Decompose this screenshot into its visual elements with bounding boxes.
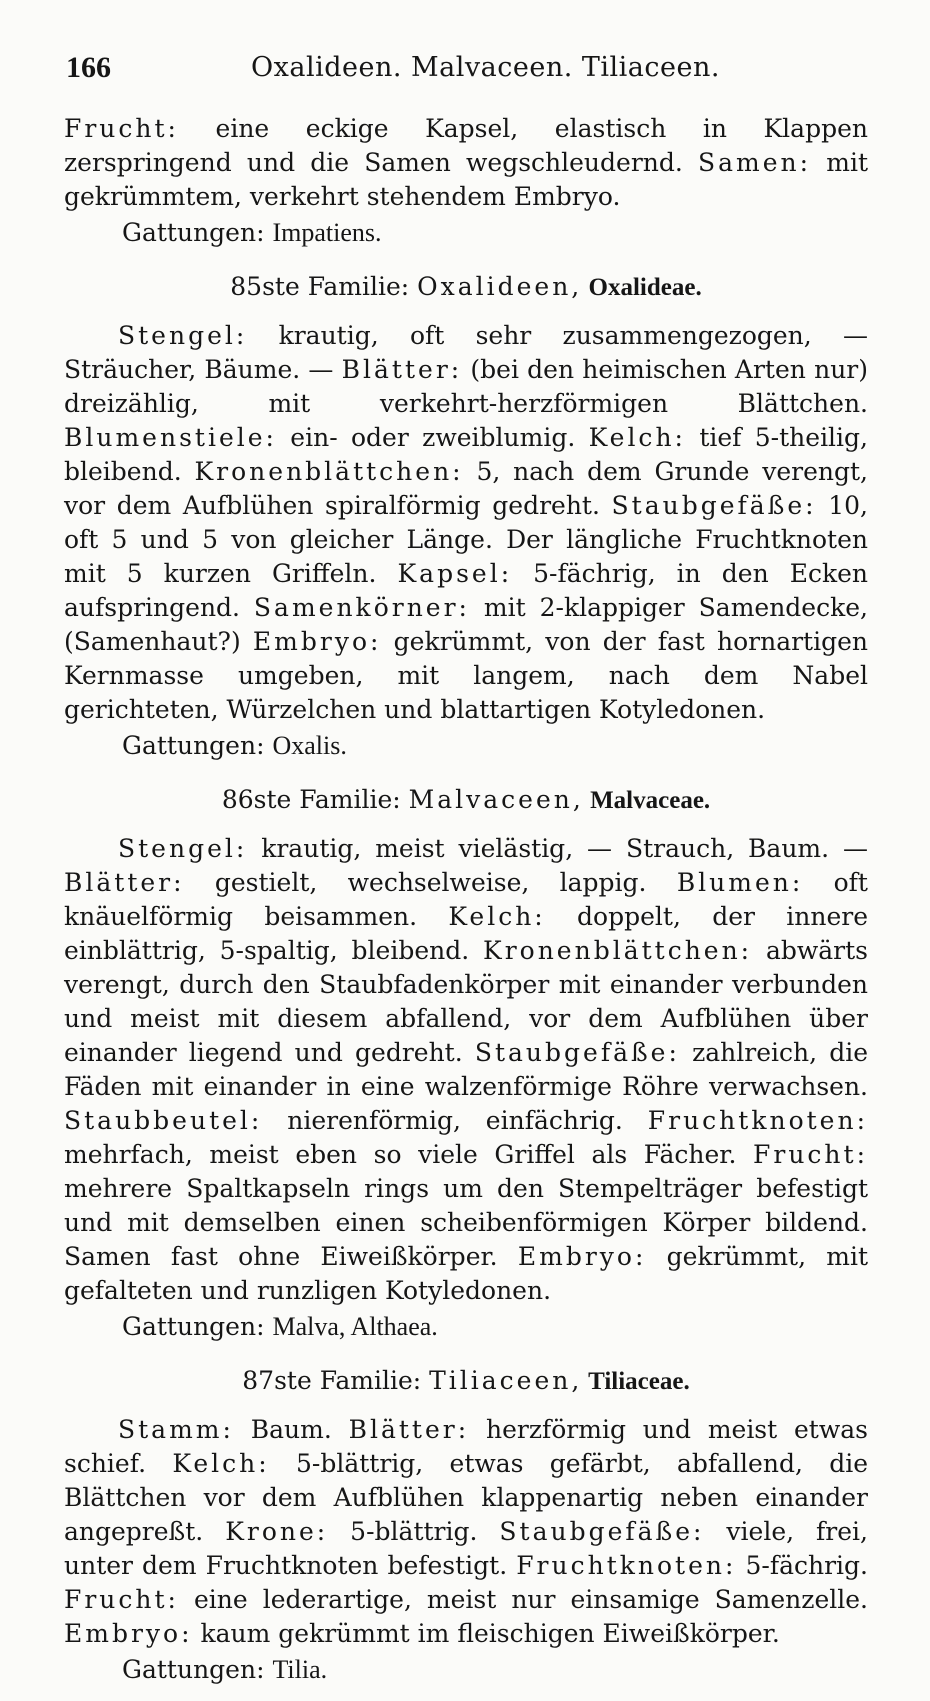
term-text: eine lederartige, meist nur einsamige Samenzelle.	[178, 1585, 868, 1614]
term: Kapsel:	[397, 559, 513, 588]
genera-line	[64, 1310, 868, 1344]
family-latin-name: Malvaceae.	[583, 787, 711, 814]
term: Stengel:	[118, 321, 248, 350]
term-text: 5-fächrig, in den Ecken aufspringend.	[64, 559, 868, 622]
term-text: gestielt, wechselweise, lappig.	[184, 868, 677, 897]
term: Stamm:	[118, 1415, 234, 1444]
term: Kelch:	[172, 1449, 270, 1478]
genera-label: Gattungen:	[122, 218, 273, 247]
term-text: (bei den heimischen Arten nur) dreizählig, mit verkehrt-herzförmigen Blättchen.	[64, 355, 868, 418]
term-text: 5-blättrig.	[328, 1517, 500, 1546]
family-german-name: Malvaceen,	[408, 785, 584, 814]
genera-value: Tilia.	[272, 1655, 328, 1684]
term: Embryo:	[252, 627, 382, 656]
term: Kelch:	[588, 423, 686, 452]
term: Kelch:	[448, 902, 546, 931]
genera-value: Oxalis.	[272, 731, 347, 760]
family-heading-87	[64, 1364, 868, 1399]
term-text: Baum.	[233, 1415, 349, 1444]
term-text: mit 2-klappiger Samendecke, (Samenhaut?)	[64, 593, 868, 656]
term: Staubgefäße:	[499, 1517, 705, 1546]
term-text: abwärts verengt, durch den Staubfadenkörper mit einander verbunden und meist mit diesem abfallend, vor dem Aufblühen über einander liegend und gedreht.	[64, 936, 868, 1067]
term: Fruchtknoten:	[516, 1551, 737, 1580]
term-text: nierenförmig, einfächrig.	[262, 1106, 648, 1135]
family-latin-name: Oxalideae.	[582, 274, 702, 301]
term-text: ein- oder zweiblumig.	[276, 423, 589, 452]
term: Fruchtknoten:	[647, 1106, 868, 1135]
term-text: krautig, meist vielästig, — Strauch, Baum. —	[247, 834, 868, 863]
term: Frucht:	[64, 114, 179, 143]
genera-line	[64, 1653, 868, 1687]
term-text: doppelt, der innere einblättrig, 5-spaltig, bleibend.	[64, 902, 868, 965]
genera-label: Gattungen:	[122, 1312, 273, 1341]
body-text	[64, 112, 868, 1687]
family-latin-name: Tiliaceae.	[582, 1368, 690, 1395]
term: Samenkörner:	[253, 593, 470, 622]
term-text: eine eckige Kapsel, elastisch in Klappen zerspringend und die Samen wegschleudernd.	[64, 114, 868, 177]
family-number: 86ste Familie:	[221, 785, 409, 814]
term: Blätter:	[341, 355, 463, 384]
term-text: mehrere Spaltkapseln rings um den Stempelträger befestigt und mit demselben einen scheibenförmigen Körper bildend. Samen fast ohne Eiweißkörper.	[64, 1174, 868, 1271]
family-description-86	[64, 832, 868, 1308]
term: Krone:	[225, 1517, 329, 1546]
term-text: mehrfach, meist eben so viele Griffel als Fächer.	[64, 1140, 754, 1169]
term-text: tief 5-theilig, bleibend.	[64, 423, 869, 486]
term-text: oft knäuelförmig beisammen.	[64, 868, 868, 931]
term-text: 5-blättrig, etwas gefärbt, abfallend, die Blättchen vor dem Aufblühen klappenartig neben einander angepreßt.	[64, 1449, 868, 1546]
term-text: zahlreich, die Fäden mit einander in eine walzenförmige Röhre verwachsen.	[64, 1038, 868, 1101]
family-heading-86	[64, 783, 868, 818]
term: Blätter:	[64, 868, 185, 897]
family-description-87	[64, 1413, 868, 1651]
term: Stengel:	[118, 834, 248, 863]
family-heading-85	[64, 270, 868, 305]
family-number: 85ste Familie:	[230, 272, 418, 301]
term: Frucht:	[64, 1585, 179, 1614]
term-text: 5-fächrig.	[736, 1551, 868, 1580]
family-german-name: Oxalideen,	[417, 272, 583, 301]
term: Blätter:	[348, 1415, 470, 1444]
term-text: krautig, oft sehr zusammengezogen, — Sträucher, Bäume. —	[64, 321, 868, 384]
term-text: 10, oft 5 und 5 von gleicher Länge. Der längliche Fruchtknoten mit 5 kurzen Griffeln.	[64, 491, 868, 588]
family-description-85	[64, 319, 868, 727]
term: Kronenblättchen:	[194, 457, 464, 486]
term-text: gekrümmt, von der fast hornartigen Kernmasse umgeben, mit langem, nach dem Nabel gerichteten, Würzelchen und blattartigen Kotyledonen.	[64, 627, 868, 724]
genera-line	[64, 729, 868, 763]
term-text: herzförmig und meist etwas schief.	[64, 1415, 868, 1478]
term-text: viele, frei, unter dem Fruchtknoten befestigt.	[64, 1517, 868, 1580]
term: Blumenstiele:	[64, 423, 277, 452]
genera-label: Gattungen:	[122, 1655, 273, 1684]
term: Embryo:	[64, 1619, 193, 1648]
page-number: 166	[66, 51, 111, 84]
term-text: mit gekrümmtem, verkehrt stehendem Embryo.	[64, 148, 868, 211]
term: Frucht:	[753, 1140, 868, 1169]
term-text: kaum gekrümmt im fleischigen Eiweißkörper.	[192, 1619, 780, 1648]
family-german-name: Tiliaceen,	[429, 1366, 583, 1395]
family-number: 87ste Familie:	[242, 1366, 430, 1395]
intro-paragraph	[64, 112, 868, 214]
term: Blumen:	[676, 868, 804, 897]
running-title: Oxalideen. Malvaceen. Tiliaceen.	[251, 52, 720, 83]
genera-label: Gattungen:	[122, 731, 273, 760]
genera-line	[64, 216, 868, 250]
genera-value: Impatiens.	[272, 218, 382, 247]
term: Embryo:	[517, 1242, 647, 1271]
term: Samen:	[698, 148, 812, 177]
term: Staubgefäße:	[611, 491, 817, 520]
term: Staubgefäße:	[474, 1038, 680, 1067]
term: Kronenblättchen:	[483, 936, 753, 965]
running-head	[66, 48, 866, 88]
term-text: gekrümmt, mit gefalteten und runzligen Kotyledonen.	[64, 1242, 868, 1305]
genera-value: Malva, Althaea.	[272, 1312, 438, 1341]
term: Staubbeutel:	[64, 1106, 263, 1135]
term-text: 5, nach dem Grunde verengt, vor dem Aufblühen spiralförmig gedreht.	[64, 457, 868, 520]
